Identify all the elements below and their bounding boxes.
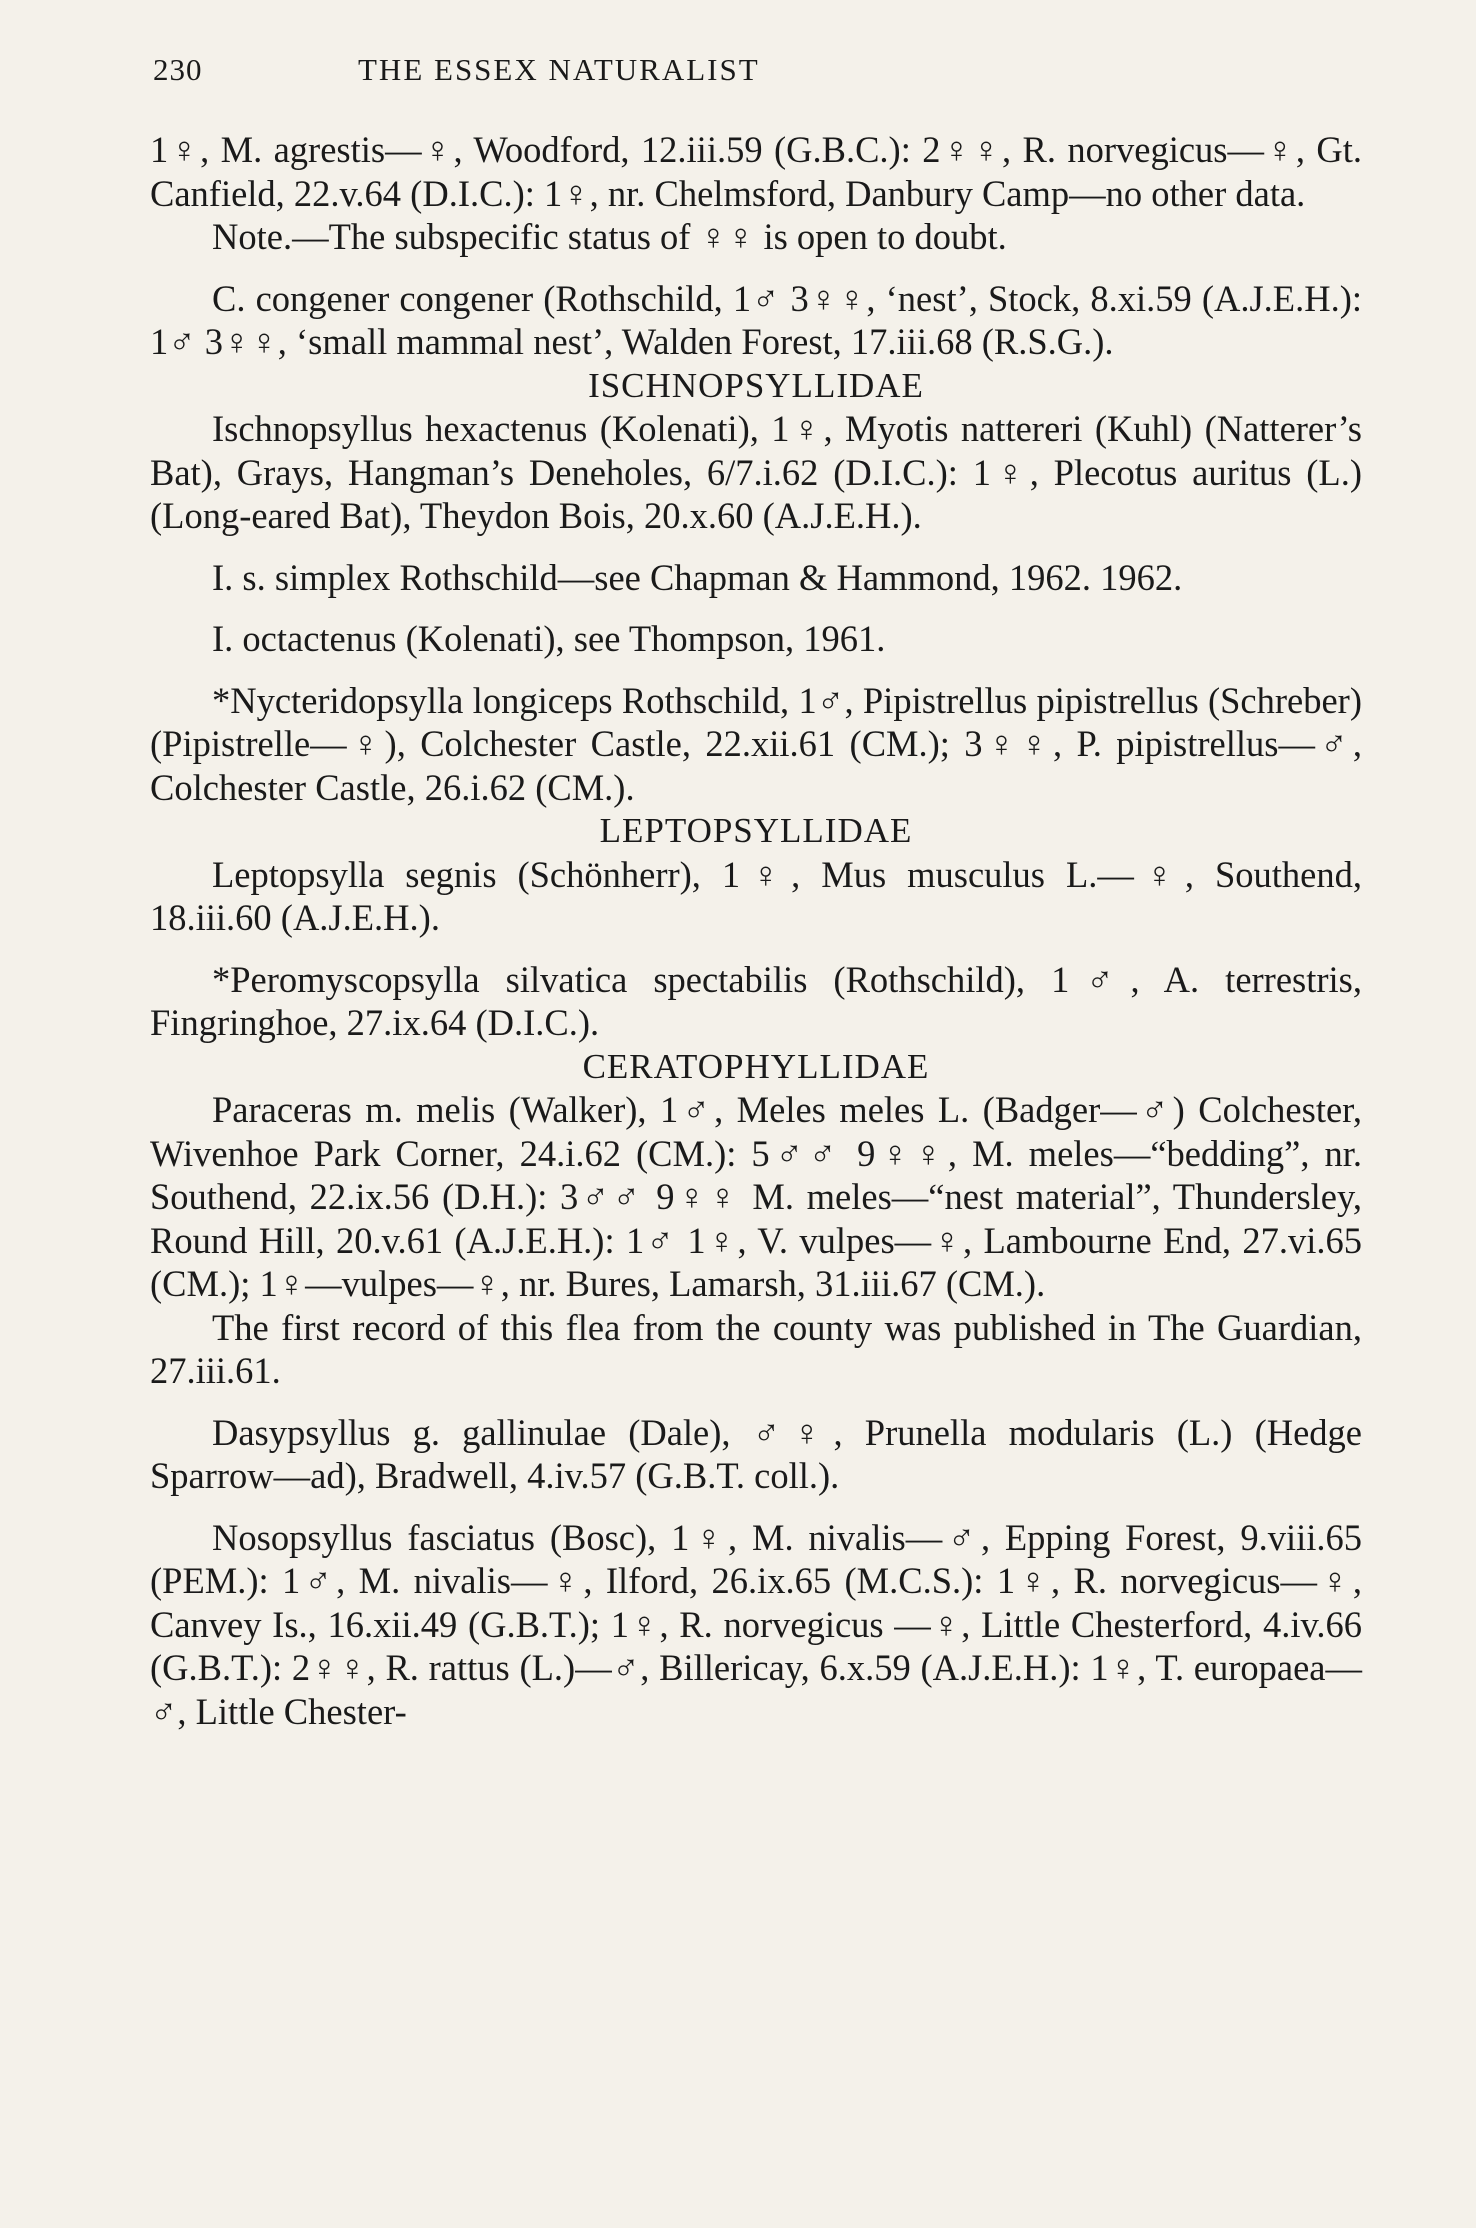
family-heading-ischnopsyllidae: ISCHNOPSYLLIDAE: [588, 365, 924, 405]
paragraph-nycteridopsylla: *Nycteridopsylla longiceps Rothschild, 1♂, Pipistrellus pipistrellus (Schreber) (Pipistrelle—♀), Colchester Castle, 22.xii.61 (CM.); 3♀♀, P. pipistrellus—♂, Colchester Castle, 26.i.62 (CM.).: [150, 679, 1362, 808]
paragraph-dasypsyllus: Dasypsyllus g. gallinulae (Dale), ♂♀, Prunella modularis (L.) (Hedge Sparrow—ad), Bradwell, 4.iv.57 (G.B.T. coll.).: [150, 1411, 1362, 1496]
body-text: [150, 128, 1362, 1733]
page-number: 230: [153, 52, 203, 87]
paragraph-paraceras: Paraceras m. melis (Walker), 1♂, Meles meles L. (Badger—♂) Colchester, Wivenhoe Park Corner, 24.i.62 (CM.): 5♂♂ 9♀♀, M. meles—“bedding”, nr. Southend, 22.ix.56 (D.H.): 3♂♂ 9♀♀ M. meles—“nest material”, Thundersley, Round Hill, 20.v.61 (A.J.E.H.): 1♂ 1♀, V. vulpes—♀, Lambourne End, 27.vi.65 (CM.); 1♀—vulpes—♀, nr. Bures, Lamarsh, 31.iii.67 (CM.).: [150, 1089, 1362, 1304]
paragraph-congener: C. congener congener (Rothschild, 1♂ 3♀♀, ‘nest’, Stock, 8.xi.59 (A.J.E.H.): 1♂ 3♀♀, ‘small mammal nest’, Walden Forest, 17.iii.68 (R.S.G.).: [150, 277, 1362, 362]
paragraph-simplex: I. s. simplex Rothschild—see Chapman & Hammond, 1962. 1962.: [212, 556, 1183, 598]
paragraph-octactenus: I. octactenus (Kolenati), see Thompson, 1961.: [212, 618, 886, 659]
paragraph-peromyscopsylla: *Peromyscopsylla silvatica spectabilis (Rothschild), 1♂, A. terrestris, Fingringhoe, 27.ix.64 (D.I.C.).: [150, 958, 1362, 1043]
family-heading-ceratophyllidae: CERATOPHYLLIDAE: [582, 1046, 930, 1086]
running-title: THE ESSEX NATURALIST: [358, 52, 760, 87]
family-heading-leptopsyllidae: LEPTOPSYLLIDAE: [599, 811, 913, 850]
paragraph-ischnopsyllus-hexactenus: Ischnopsyllus hexactenus (Kolenati), 1♀, Myotis nattereri (Kuhl) (Natterer’s Bat), Grays, Hangman’s Deneholes, 6/7.i.62 (D.I.C.): 1♀, Plecotus auritus (L.) (Long-eared Bat), Theydon Bois, 20.x.60 (A.J.E.H.).: [150, 408, 1362, 536]
paragraph-leptopsylla: Leptopsylla segnis (Schönherr), 1♀, Mus musculus L.—♀, Southend, 18.iii.60 (A.J.E.H.).: [150, 853, 1362, 938]
paragraph-nosopsyllus: Nosopsyllus fasciatus (Bosc), 1♀, M. nivalis—♂, Epping Forest, 9.viii.65 (PEM.): 1♂, M. nivalis—♀, Ilford, 26.ix.65 (M.C.S.): 1♀, R. norvegicus—♀, Canvey Is., 16.xii.49 (G.B.T.); 1♀, R. norvegicus —♀, Little Chesterford, 4.iv.66 (G.B.T.): 2♀♀, R. rattus (L.)—♂, Billericay, 6.x.59 (A.J.E.H.): 1♀, T. europaea—♂, Little Chester-: [150, 1516, 1362, 1732]
paragraph-agrestis-records: 1♀, M. agrestis—♀, Woodford, 12.iii.59 (G.B.C.): 2♀♀, R. norvegicus—♀, Gt. Canfield, 22.v.64 (D.I.C.): 1♀, nr. Chelmsford, Danbury Camp—no other data.: [150, 129, 1362, 214]
paragraph-note: Note.—The subspecific status of ♀♀ is open to doubt.: [212, 216, 1007, 257]
paragraph-guardian-note: The first record of this flea from the county was published in The Guardian, 27.iii.61.: [150, 1306, 1362, 1391]
